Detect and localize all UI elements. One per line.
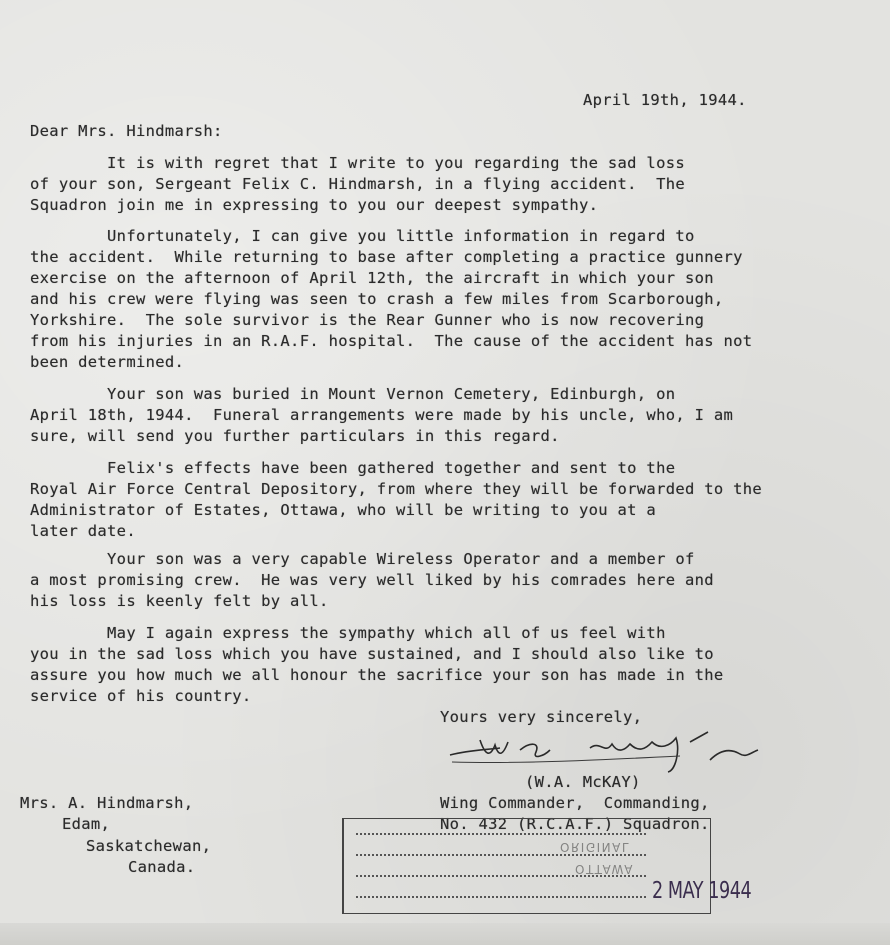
body-line: assure you how much we all honour the sacrifice your son has made in the [30, 666, 724, 684]
body-line: been determined. [30, 353, 185, 371]
body-line: you in the sad loss which you have sustained, and I should also like to [30, 645, 714, 663]
body-line: Yorkshire. The sole survivor is the Rear Gunner who is now recovering [30, 311, 705, 329]
page-bottom-edge [0, 923, 890, 945]
body-line: Unfortunately, I can give you little information in regard to [30, 227, 695, 245]
stamp-dotted-line [356, 854, 646, 856]
body-line: May I again express the sympathy which all of us feel with [30, 624, 666, 642]
letter-date: April 19th, 1944. [583, 91, 747, 109]
body-line: Administrator of Estates, Ottawa, who will be writing to you at a [30, 501, 657, 519]
signature-title: Wing Commander, Commanding, [440, 794, 710, 812]
body-line: Felix's effects have been gathered together and sent to the [30, 459, 676, 477]
body-line: the accident. While returning to base after completing a practice gunnery [30, 248, 743, 266]
body-line: It is with regret that I write to you regarding the sad loss [30, 154, 685, 172]
salutation: Dear Mrs. Hindmarsh: [30, 122, 223, 140]
body-line: sure, will send you further particulars in this regard. [30, 427, 560, 445]
recipient-country: Canada. [128, 858, 196, 876]
body-line: Your son was buried in Mount Vernon Cemetery, Edinburgh, on [30, 385, 676, 403]
body-line: and his crew were flying was seen to crash a few miles from Scarborough, [30, 290, 724, 308]
closing: Yours very sincerely, [440, 708, 643, 726]
stamp-ghost-text: OTTAWA [575, 862, 634, 876]
signature-unit: No. 432 (R.C.A.F.) Squadron. [440, 815, 710, 833]
stamp-ghost-text: ORIGINAL [560, 840, 631, 854]
body-line: a most promising crew. He was very well liked by his comrades here and [30, 571, 714, 589]
stamp-dotted-line [356, 896, 646, 898]
recipient-province: Saskatchewan, [86, 837, 212, 855]
body-line: of your son, Sergeant Felix C. Hindmarsh, in a flying accident. The [30, 175, 685, 193]
body-line: Your son was a very capable Wireless Operator and a member of [30, 550, 695, 568]
body-line: his loss is keenly felt by all. [30, 592, 329, 610]
body-line: from his injuries in an R.A.F. hospital. The cause of the accident has not [30, 332, 753, 350]
body-line: later date. [30, 522, 136, 540]
recipient-town: Edam, [62, 815, 111, 833]
handwritten-signature [440, 720, 770, 780]
body-line: exercise on the afternoon of April 12th, the aircraft in which your son [30, 269, 714, 287]
stamp-dotted-line [356, 833, 646, 835]
body-line: April 18th, 1944. Funeral arrangements were made by his uncle, who, I am [30, 406, 734, 424]
received-date-stamp: 2 MAY 1944 [652, 878, 752, 904]
body-line: service of his country. [30, 687, 252, 705]
signature-name: (W.A. McKAY) [525, 773, 641, 791]
body-line: Squadron join me in expressing to you our deepest sympathy. [30, 196, 599, 214]
recipient-name: Mrs. A. Hindmarsh, [20, 794, 194, 812]
body-line: Royal Air Force Central Depository, from where they will be forwarded to the [30, 480, 763, 498]
